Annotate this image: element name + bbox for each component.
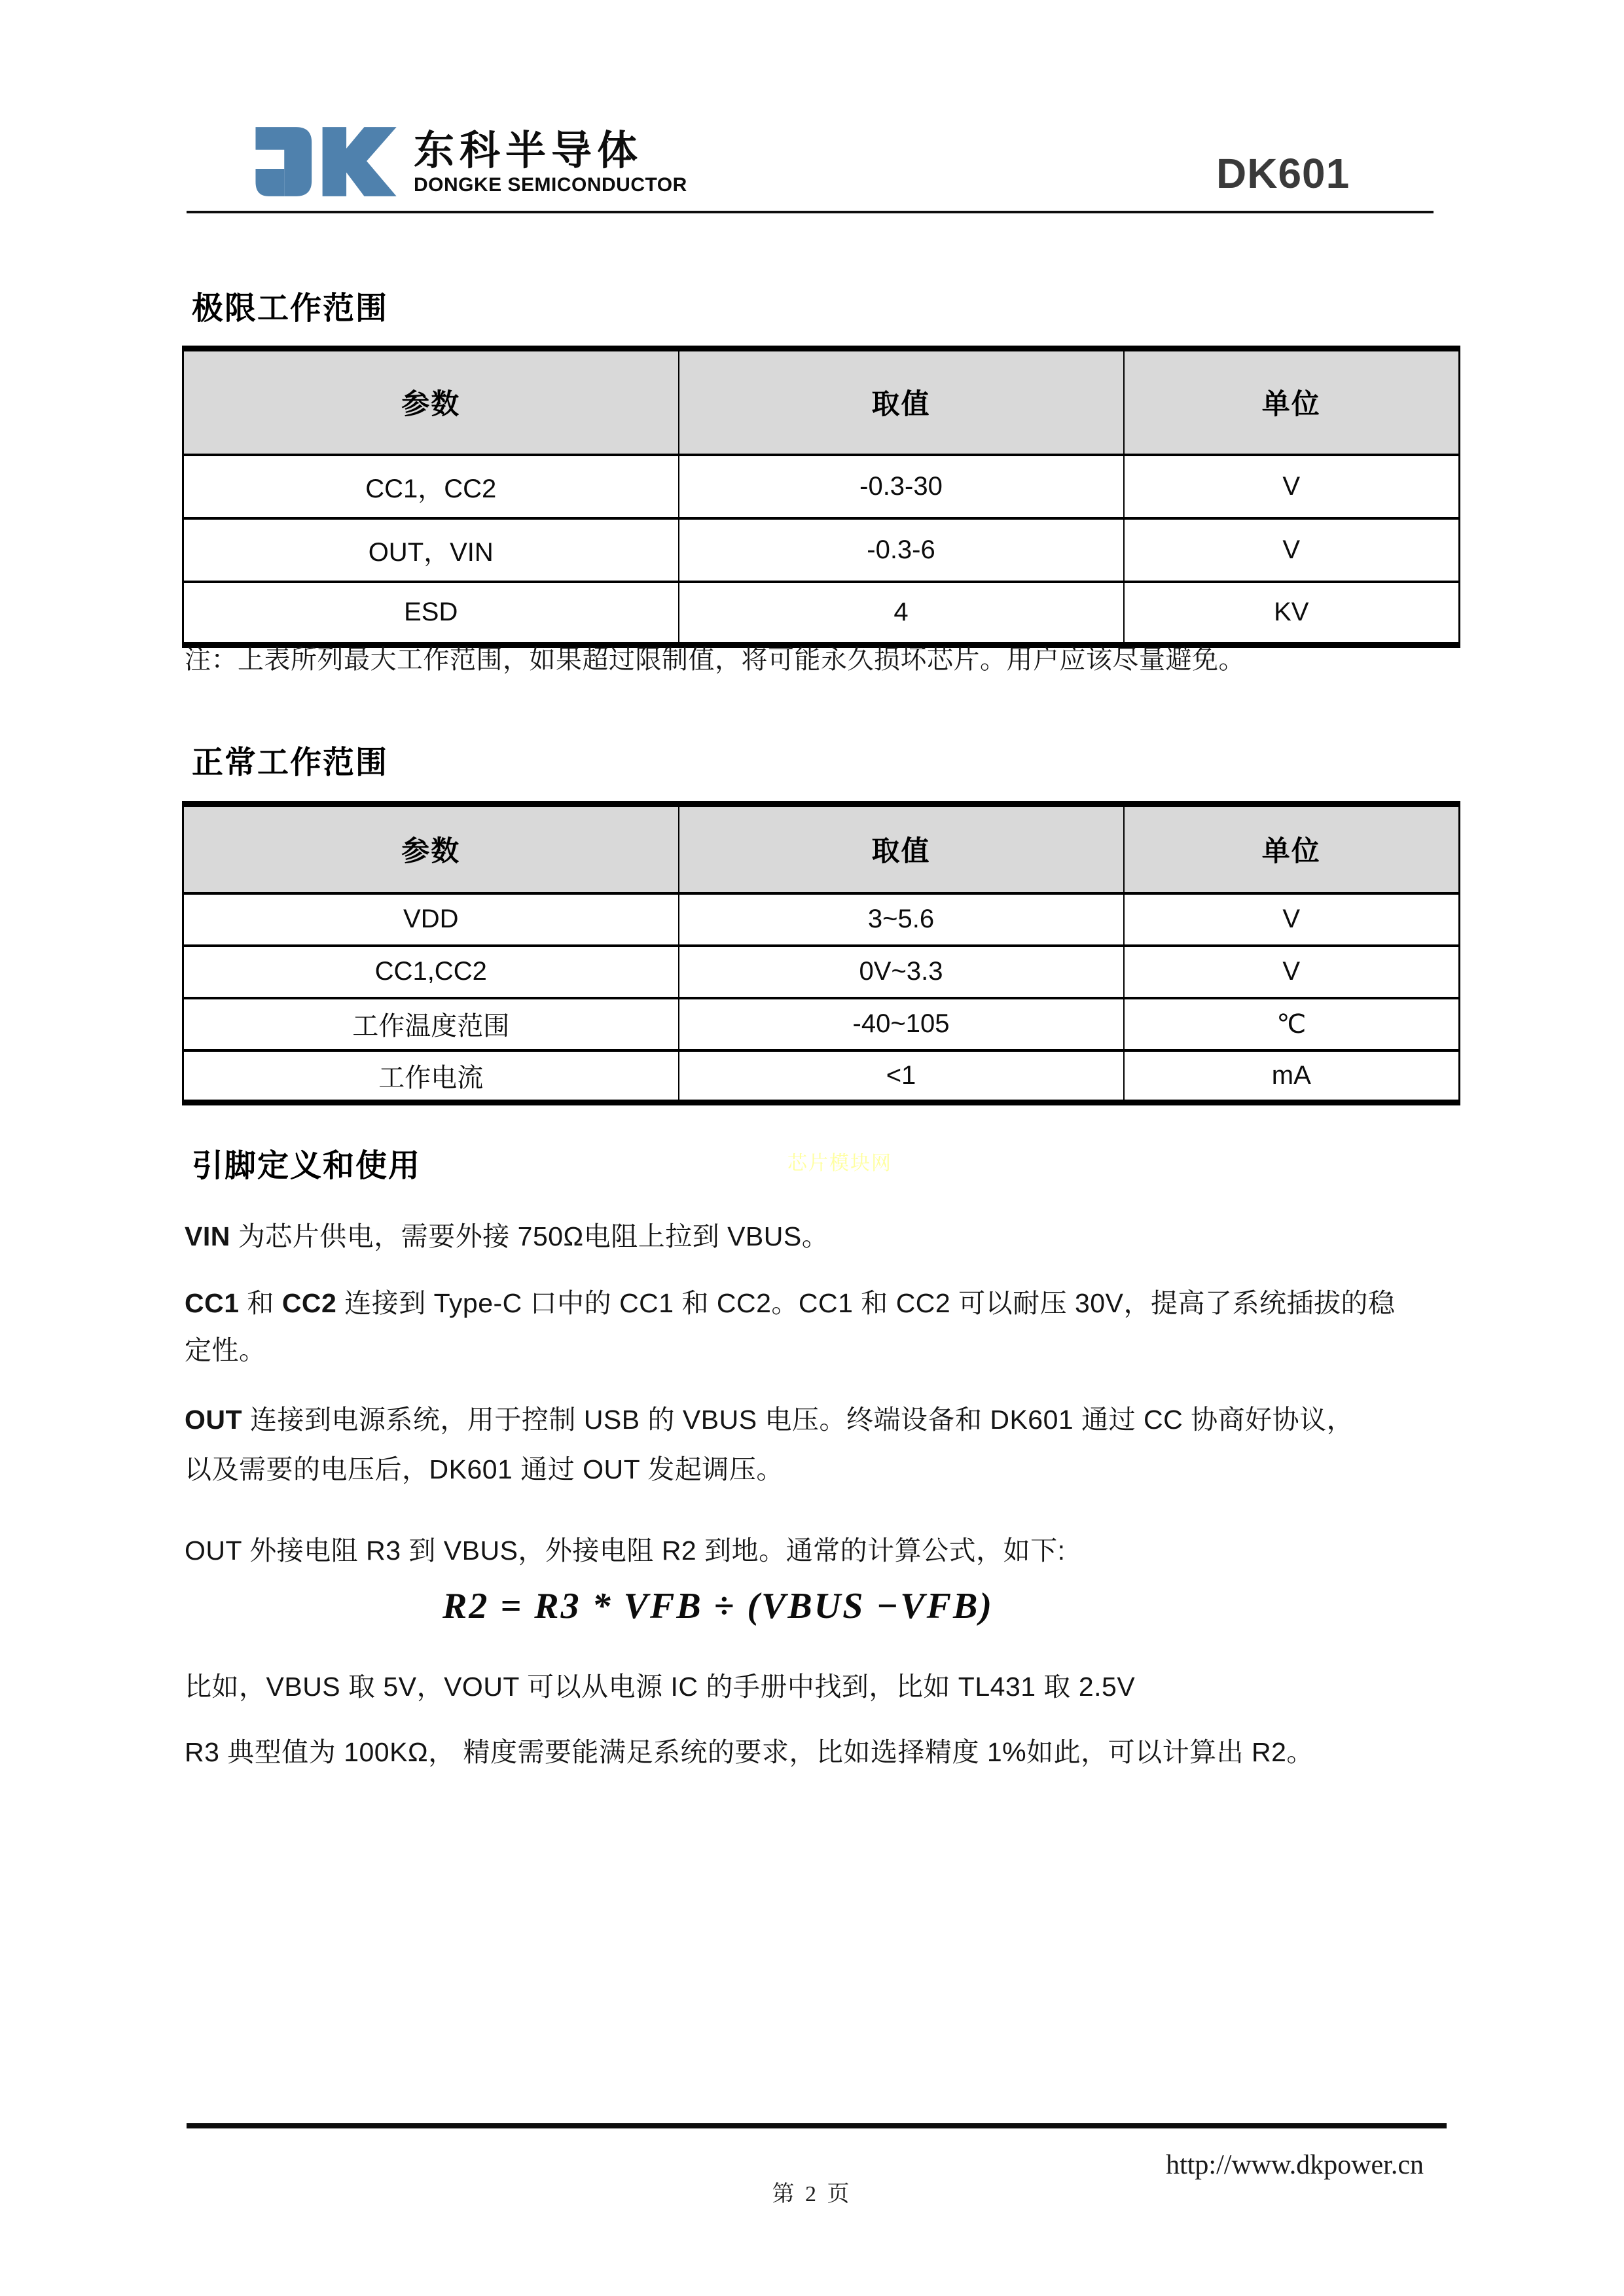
paragraph-cc-line1 bbox=[185, 1282, 1395, 1320]
text-segment: VIN bbox=[185, 1221, 230, 1251]
logo-name-en: DONGKE SEMICONDUCTOR bbox=[414, 174, 687, 196]
paragraph-resistor: OUT 外接电阻 R3 到 VBUS，外接电阻 R2 到地。通常的计算公式，如下: bbox=[185, 1535, 1066, 1566]
paragraph-cc-line2: 定性。 bbox=[185, 1335, 266, 1365]
table-cell: 3~5.6 bbox=[679, 893, 1124, 946]
text-segment: 和 bbox=[239, 1288, 282, 1318]
paragraph-out-line1 bbox=[185, 1398, 1354, 1437]
column-header: 取值 bbox=[679, 349, 1124, 455]
text-segment: 连接到 Type-C 口中的 CC1 和 CC2。CC1 和 CC2 可以耐压 30V，提高了系统插拔的稳 bbox=[336, 1288, 1396, 1318]
header-rule bbox=[187, 211, 1434, 213]
column-header: 参数 bbox=[183, 804, 679, 893]
table-row bbox=[183, 582, 1460, 645]
table-cell: V bbox=[1124, 946, 1460, 998]
table-cell: ESD bbox=[183, 582, 679, 645]
table-cell: V bbox=[1124, 518, 1460, 582]
text-segment: CC1 bbox=[185, 1288, 240, 1318]
paragraph-example: 比如，VBUS 取 5V，VOUT 可以从电源 IC 的手册中找到，比如 TL431 取 2.5V bbox=[185, 1672, 1136, 1702]
table-cell: -0.3-6 bbox=[679, 518, 1124, 582]
table-cell: -0.3-30 bbox=[679, 455, 1124, 518]
watermark-text: 芯片模块网 bbox=[787, 1153, 892, 1174]
abs-max-table bbox=[182, 346, 1460, 648]
normal-range-table bbox=[182, 801, 1460, 1105]
paragraph-r3-typical: R3 典型值为 100KΩ， 精度需要能满足系统的要求，比如选择精度 1%如此，可以计算出 R2。 bbox=[185, 1737, 1314, 1767]
table-header-row bbox=[183, 804, 1460, 893]
table-cell: mA bbox=[1124, 1050, 1460, 1103]
table-cell: CC1，CC2 bbox=[183, 455, 679, 518]
table-cell: <1 bbox=[679, 1050, 1124, 1103]
footer-url-link[interactable]: http://www.dkpower.cn bbox=[1166, 2150, 1424, 2180]
logo bbox=[414, 128, 687, 196]
table-cell: -40~105 bbox=[679, 998, 1124, 1050]
text-segment: 为芯片供电，需要外接 750Ω电阻上拉到 VBUS。 bbox=[230, 1221, 829, 1251]
section-title-pins: 引脚定义和使用 bbox=[192, 1149, 422, 1183]
table-row bbox=[183, 455, 1460, 518]
table-row bbox=[183, 1050, 1460, 1103]
page-number: 第 2 页 bbox=[772, 2182, 852, 2206]
footer-rule bbox=[187, 2123, 1447, 2128]
table-cell: KV bbox=[1124, 582, 1460, 645]
paragraph-out-line2: 以及需要的电压后，DK601 通过 OUT 发起调压。 bbox=[185, 1454, 784, 1484]
table-row bbox=[183, 518, 1460, 582]
table-row bbox=[183, 946, 1460, 998]
text-segment: OUT bbox=[185, 1405, 243, 1435]
column-header: 参数 bbox=[183, 349, 679, 455]
table-row bbox=[183, 893, 1460, 946]
r2-formula: R2 = R3 * VFB ÷ (VBUS −VFB) bbox=[442, 1586, 994, 1626]
column-header: 单位 bbox=[1124, 804, 1460, 893]
table-cell: 0V~3.3 bbox=[679, 946, 1124, 998]
column-header: 单位 bbox=[1124, 349, 1460, 455]
table-cell: CC1,CC2 bbox=[183, 946, 679, 998]
text-segment: 连接到电源系统，用于控制 USB 的 VBUS 电压。终端设备和 DK601 通过 CC 协商好协议， bbox=[242, 1405, 1354, 1435]
table-cell: V bbox=[1124, 893, 1460, 946]
table-cell: VDD bbox=[183, 893, 679, 946]
table-cell: 4 bbox=[679, 582, 1124, 645]
table-cell: 工作温度范围 bbox=[183, 998, 679, 1050]
table-cell: OUT，VIN bbox=[183, 518, 679, 582]
table-header-row bbox=[183, 349, 1460, 455]
table-cell: V bbox=[1124, 455, 1460, 518]
table-row bbox=[183, 998, 1460, 1050]
table-cell: 工作电流 bbox=[183, 1050, 679, 1103]
section-title-normal: 正常工作范围 bbox=[192, 745, 389, 780]
abs-max-note: 注：上表所列最大工作范围，如果超过限制值，将可能永久损坏芯片。用户应该尽量避免。 bbox=[185, 645, 1245, 674]
section-title-abs-max: 极限工作范围 bbox=[192, 291, 389, 326]
column-header: 取值 bbox=[679, 804, 1124, 893]
logo-name-cn: 东科半导体 bbox=[414, 128, 643, 173]
dk-logo-icon bbox=[252, 126, 401, 198]
table-cell: ℃ bbox=[1124, 998, 1460, 1050]
paragraph-vin bbox=[185, 1215, 829, 1253]
part-number: DK601 bbox=[1216, 150, 1350, 197]
text-segment: CC2 bbox=[281, 1288, 337, 1318]
